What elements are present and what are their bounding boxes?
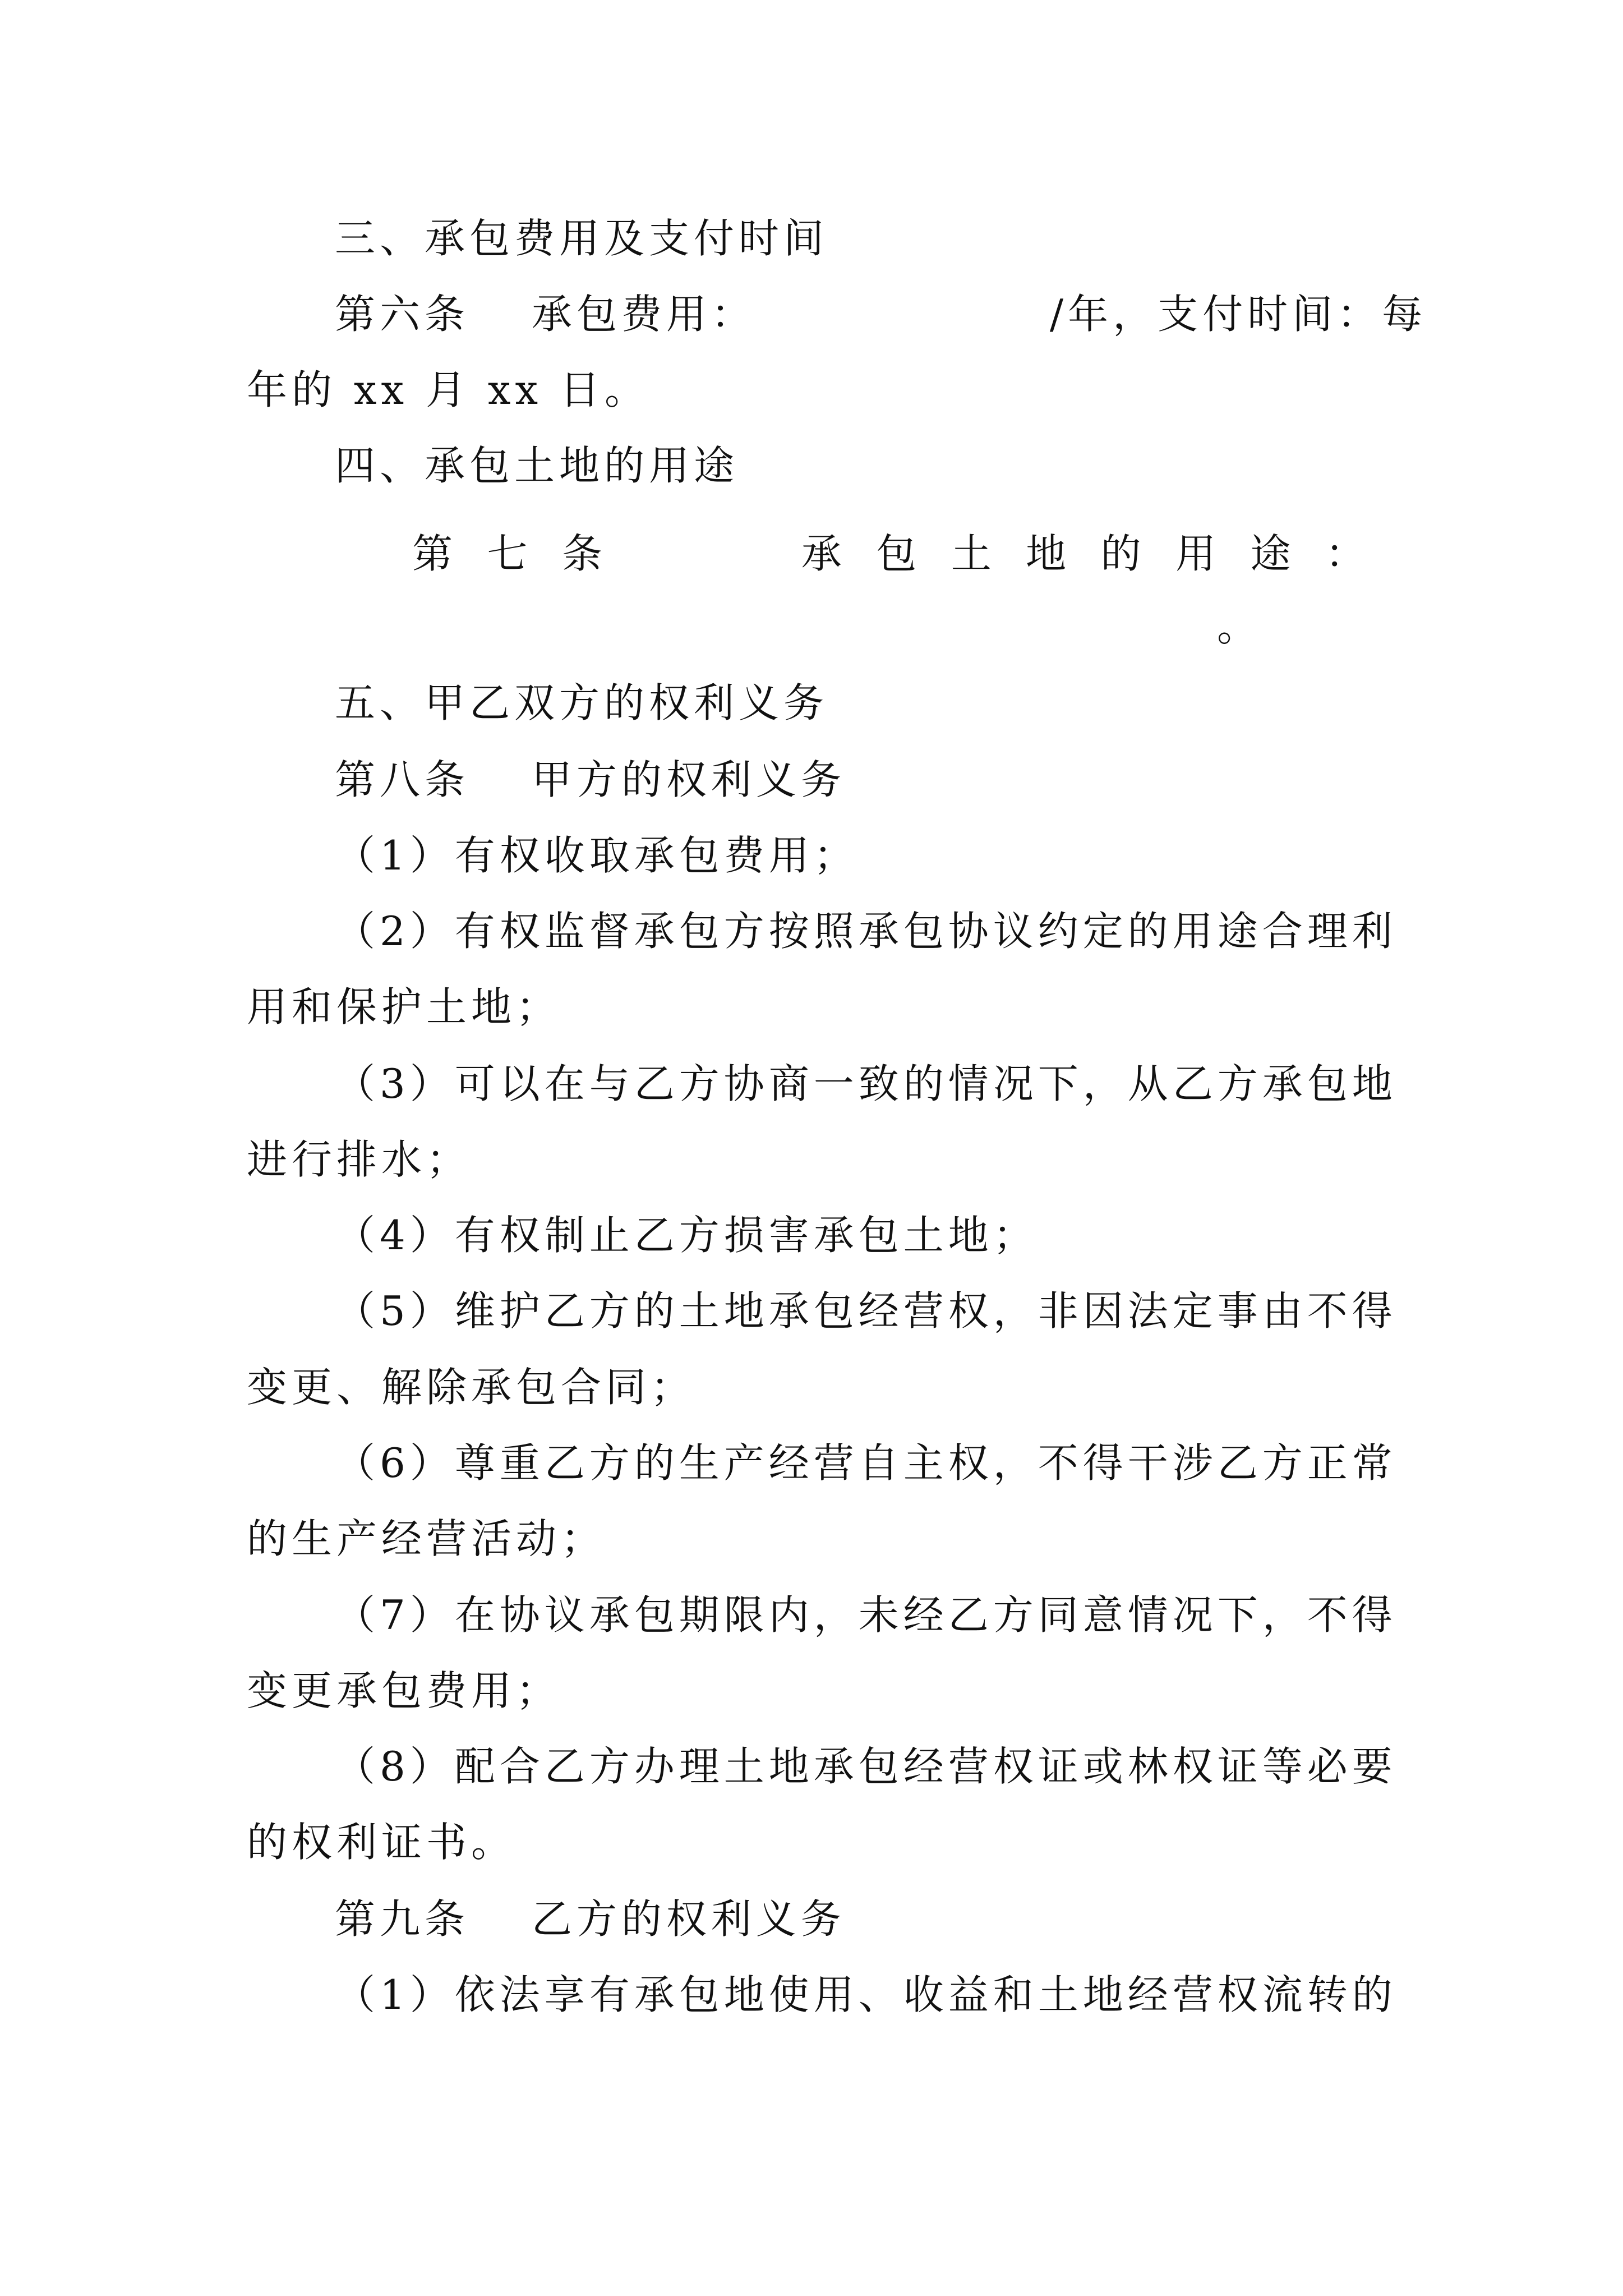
party-a-item-3-line-2: 进行排水； (247, 1136, 472, 1183)
article-7-char: 条 (561, 530, 607, 577)
party-a-item-1: （1）有权收取承包费用； (335, 832, 859, 879)
party-a-item-5-line-1: （5）维护乙方的土地承包经营权，非因法定事由不得 (335, 1287, 1397, 1335)
article-7-char: 承 (801, 530, 846, 577)
article-7-char: 的 (1100, 530, 1146, 577)
party-a-item-6-line-2: 的生产经营活动； (247, 1515, 606, 1562)
party-a-item-7-line-2: 变更承包费用； (247, 1667, 561, 1714)
article-7-char: 用 (1175, 530, 1221, 577)
section-heading-rights: 五、甲乙双方的权利义务 (335, 679, 829, 726)
section-heading-use: 四、承包土地的用途 (335, 442, 739, 489)
party-a-item-8-line-2: 的权利证书。 (247, 1819, 517, 1866)
party-a-item-2-line-2: 用和保护土地； (247, 983, 561, 1030)
article-9-heading: 第九条 乙方的权利义务 (335, 1895, 846, 1943)
section-heading-fee: 三、承包费用及支付时间 (335, 215, 829, 262)
party-a-item-8-line-1: （8）配合乙方办理土地承包经营权证或林权证等必要 (335, 1743, 1397, 1790)
article-7-char: ： (1325, 530, 1370, 577)
article-7-char: 第 (412, 530, 458, 577)
party-a-item-5-line-2: 变更、解除承包合同； (247, 1364, 696, 1411)
article-7-end-mark: 。 (1217, 603, 1262, 650)
article-7-char: 地 (1026, 530, 1071, 577)
party-a-item-3-line-1: （3）可以在与乙方协商一致的情况下，从乙方承包地 (335, 1060, 1397, 1107)
party-b-item-1-line-1: （1）依法享有承包地使用、收益和土地经营权流转的 (335, 1971, 1397, 2018)
article-6-line-2: 年的 xx 月 xx 日。 (247, 366, 649, 413)
article-7-char: 途 (1250, 530, 1295, 577)
party-a-item-2-line-1: （2）有权监督承包方按照承包协议约定的用途合理利 (335, 908, 1397, 955)
article-7-line (412, 525, 1370, 576)
party-a-item-6-line-1: （6）尊重乙方的生产经营自主权，不得干涉乙方正常 (335, 1439, 1397, 1487)
party-a-item-7-line-1: （7）在协议承包期限内，未经乙方同意情况下，不得 (335, 1591, 1397, 1639)
party-a-item-4: （4）有权制止乙方损害承包土地； (335, 1212, 1038, 1259)
article-7-char: 七 (487, 530, 532, 577)
article-7-char: 包 (876, 530, 921, 577)
article-8-heading: 第八条 甲方的权利义务 (335, 756, 846, 803)
article-6-line-1: 第六条 承包费用： /年，支付时间：每 (335, 291, 1427, 338)
article-7-char: 土 (951, 530, 996, 577)
